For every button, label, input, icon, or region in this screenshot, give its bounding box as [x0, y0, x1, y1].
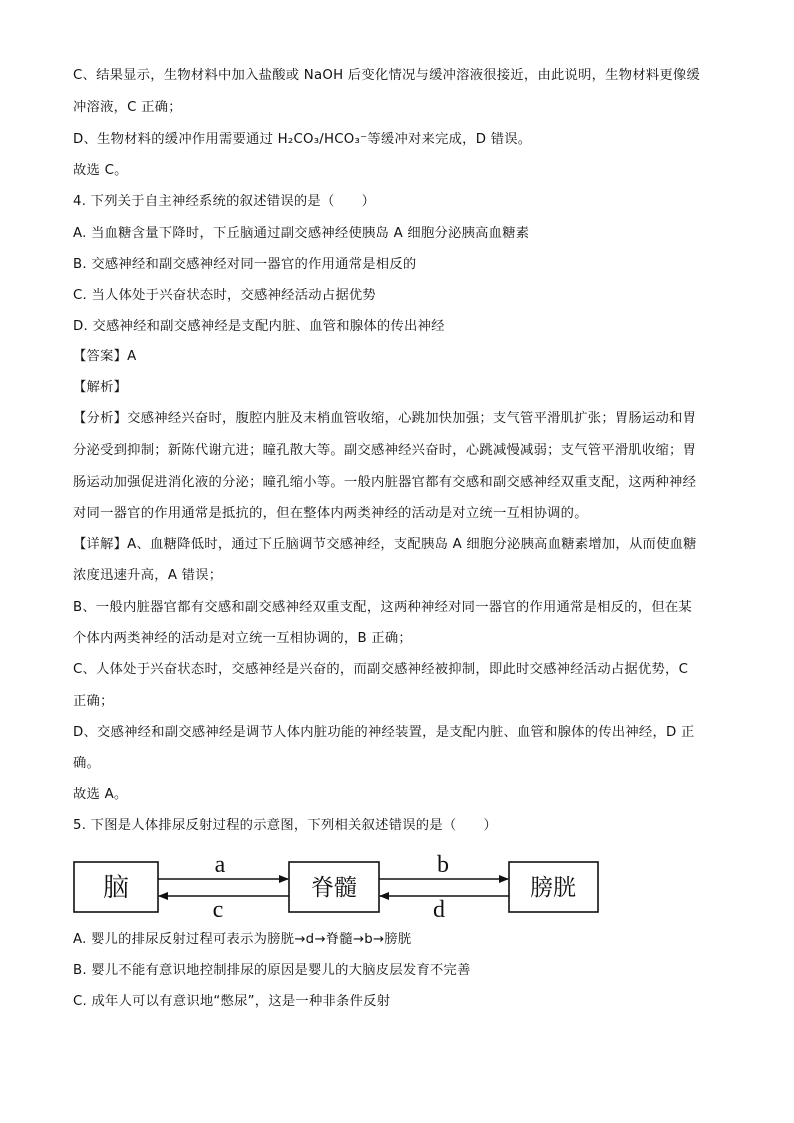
text-line: D、生物材料的缓冲作用需要通过 H₂CO₃/HCO₃⁻等缓冲对来完成，D 错误。 — [73, 132, 532, 147]
question-5-option-c: C. 成年人可以有意识地“憋尿”，这是一种非条件反射 — [73, 994, 391, 1009]
arrow-d-label: d — [433, 897, 445, 920]
reflex-diagram — [72, 850, 602, 920]
question-5-stem: 5. 下图是人体排尿反射过程的示意图，下列相关叙述错误的是（ ） — [73, 818, 498, 833]
question-4-option-d: D. 交感神经和副交感神经是支配内脏、血管和腺体的传出神经 — [73, 319, 445, 334]
answer-label: 【答案】A — [73, 349, 137, 364]
question-4-option-c: C. 当人体处于兴奋状态时，交感神经活动占据优势 — [73, 288, 376, 303]
question-4-option-b: B. 交感神经和副交感神经对同一器官的作用通常是相反的 — [73, 257, 417, 272]
text-line: D、交感神经和副交感神经是调节人体内脏功能的神经装置，是支配内脏、血管和腺体的传出神经，D 正 — [73, 725, 695, 740]
analysis-label: 【解析】 — [73, 380, 128, 395]
question-4-option-a: A. 当血糖含量下降时，下丘脑通过副交感神经使胰岛 A 细胞分泌胰高血糖素 — [73, 226, 530, 241]
text-line: 故选 C。 — [73, 163, 128, 178]
text-line: 故选 A。 — [73, 787, 128, 802]
text-line: C、结果显示，生物材料中加入盐酸或 NaOH 后变化情况与缓冲溶液很接近，由此说明，生物材料更像缓 — [73, 68, 701, 83]
brain-label: 脑 — [102, 873, 130, 903]
text-line: 分泌受到抑制；新陈代谢亢进；瞳孔散大等。副交感神经兴奋时，心跳减慢减弱；支气管平滑肌收缩；胃 — [73, 443, 697, 458]
text-line: 正确； — [73, 694, 114, 709]
question-5-option-a: A. 婴儿的排尿反射过程可表示为膀胱→d→脊髓→b→膀胱 — [73, 932, 412, 947]
text-line: 【详解】A、血糖降低时，通过下丘脑调节交感神经，支配胰岛 A 细胞分泌胰高血糖素增加，从而使血糖 — [73, 537, 697, 552]
text-line: 冲溶液，C 正确； — [73, 100, 182, 115]
arrow-b-label: b — [437, 852, 449, 878]
text-line: C、人体处于兴奋状态时，交感神经是兴奋的，而副交感神经被抑制，即此时交感神经活动占据优势，C — [73, 662, 689, 677]
text-line: 【分析】交感神经兴奋时，腹腔内脏及末梢血管收缩，心跳加快加强；支气管平滑肌扩张；胃肠运动和胃 — [73, 411, 697, 426]
arrow-a-label: a — [214, 852, 226, 878]
spinal-cord-label: 脊髓 — [311, 875, 357, 901]
text-line: B、一般内脏器官都有交感和副交感神经双重支配，这两种神经对同一器官的作用通常是相反的，但在某 — [73, 600, 692, 615]
text-line: 个体内两类神经的活动是对立统一互相协调的，B 正确； — [73, 631, 412, 646]
text-line: 浓度迅速升高，A 错误； — [73, 568, 223, 583]
text-line: 对同一器官的作用通常是抵抗的，但在整体内两类神经的活动是对立统一互相协调的。 — [73, 506, 588, 521]
question-4-stem: 4. 下列关于自主神经系统的叙述错误的是（ ） — [73, 194, 376, 209]
bladder-label: 膀胱 — [530, 875, 576, 901]
text-line: 确。 — [73, 756, 101, 771]
question-5-option-b: B. 婴儿不能有意识地控制排尿的原因是婴儿的大脑皮层发育不完善 — [73, 963, 471, 978]
arrow-c-label: c — [212, 897, 224, 920]
text-line: 肠运动加强促进消化液的分泌；瞳孔缩小等。一般内脏器官都有交感和副交感神经双重支配，这两种神经 — [73, 475, 697, 490]
